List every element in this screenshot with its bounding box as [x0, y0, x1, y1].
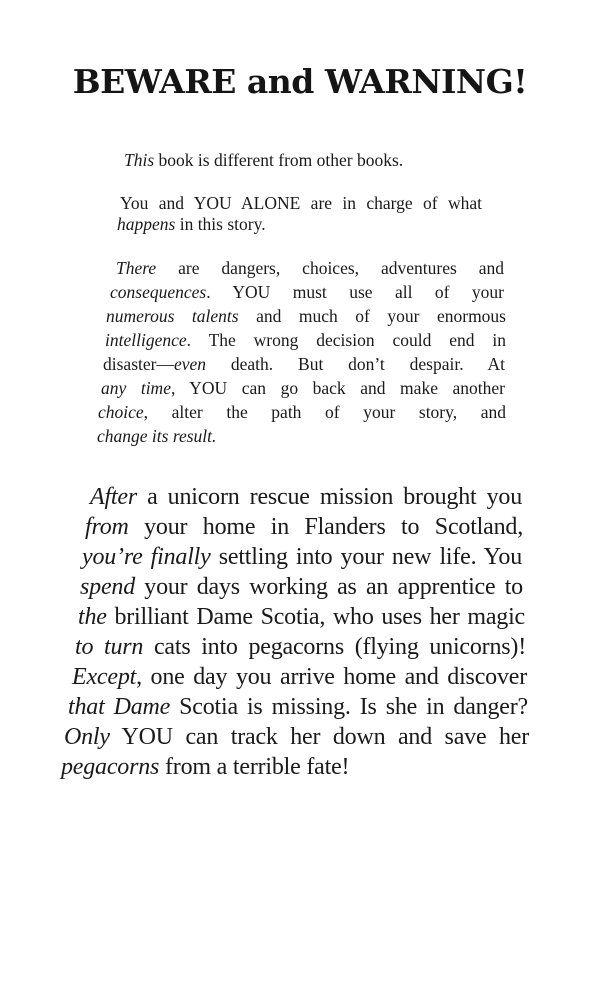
text-segment: happens: [117, 214, 176, 234]
text-segment: , YOU can go back and make another: [170, 378, 505, 398]
warning-line: [110, 282, 504, 303]
text-segment: your days working as an apprentice to: [135, 574, 523, 600]
text-segment: the: [78, 604, 107, 630]
text-segment: YOU can track her down and save her: [109, 724, 529, 750]
warning-line: [124, 150, 403, 171]
story-line: [85, 514, 523, 541]
text-segment: you’re finally: [82, 544, 211, 570]
text-segment: from a terrible fate!: [159, 754, 350, 780]
text-segment: Scotia is missing. Is she in danger?: [170, 694, 528, 720]
story-line: [68, 694, 528, 721]
text-segment: . The wrong decision could end in: [186, 330, 506, 350]
story-line: [72, 664, 527, 691]
text-segment: death. But don’t despair. At: [206, 354, 505, 374]
story-line: [82, 544, 522, 571]
warning-line: [105, 330, 506, 351]
warning-line: [101, 378, 505, 399]
warning-line: [103, 354, 505, 375]
text-segment: , one day you arrive home and discover: [136, 664, 527, 690]
text-segment: settling into your new life. You: [210, 544, 522, 570]
text-segment: cats into pegacorns (flying unicorns)!: [143, 634, 526, 660]
text-segment: change its result.: [97, 426, 217, 446]
story-line: [78, 604, 525, 631]
text-segment: After: [90, 484, 137, 510]
story-line: [80, 574, 523, 601]
warning-line: [117, 214, 266, 235]
text-segment: pegacorns: [61, 754, 160, 780]
warning-line: [97, 426, 216, 447]
text-segment: Except: [72, 664, 137, 690]
warning-line: [120, 193, 482, 214]
page-title: BEWARE and WARNING!: [72, 62, 528, 101]
warning-line: [98, 402, 506, 423]
text-segment: even: [173, 354, 207, 374]
text-segment: numerous talents: [106, 306, 239, 326]
text-segment: brilliant Dame Scotia, who uses her magic: [106, 604, 525, 630]
text-segment: You and YOU ALONE are in charge of what: [120, 193, 482, 213]
text-segment: that Dame: [68, 694, 171, 720]
text-segment: your home in Flanders to Scotland,: [128, 514, 523, 540]
text-segment: in this story.: [175, 214, 266, 234]
story-line: [90, 484, 522, 511]
text-segment: any time: [101, 378, 171, 398]
text-segment: consequences: [110, 282, 207, 302]
text-segment: to turn: [75, 634, 144, 660]
text-segment: disaster—: [103, 354, 174, 374]
story-line: [75, 634, 526, 661]
story-line: [61, 754, 349, 781]
warning-line: [116, 258, 504, 279]
text-segment: choice: [98, 402, 144, 422]
text-segment: Only: [64, 724, 110, 750]
text-segment: are dangers, choices, adventures and: [156, 258, 504, 278]
text-segment: a unicorn rescue mission brought you: [137, 484, 522, 510]
text-segment: , alter the path of your story, and: [143, 402, 506, 422]
text-segment: intelligence: [105, 330, 187, 350]
warning-line: [106, 306, 506, 327]
text-segment: from: [85, 514, 129, 540]
story-line: [64, 724, 529, 751]
text-segment: spend: [80, 574, 135, 600]
text-segment: . YOU must use all of your: [206, 282, 504, 302]
text-segment: This: [124, 150, 155, 170]
text-segment: and much of your enormous: [238, 306, 506, 326]
text-segment: There: [116, 258, 157, 278]
text-segment: book is different from other books.: [154, 150, 404, 170]
